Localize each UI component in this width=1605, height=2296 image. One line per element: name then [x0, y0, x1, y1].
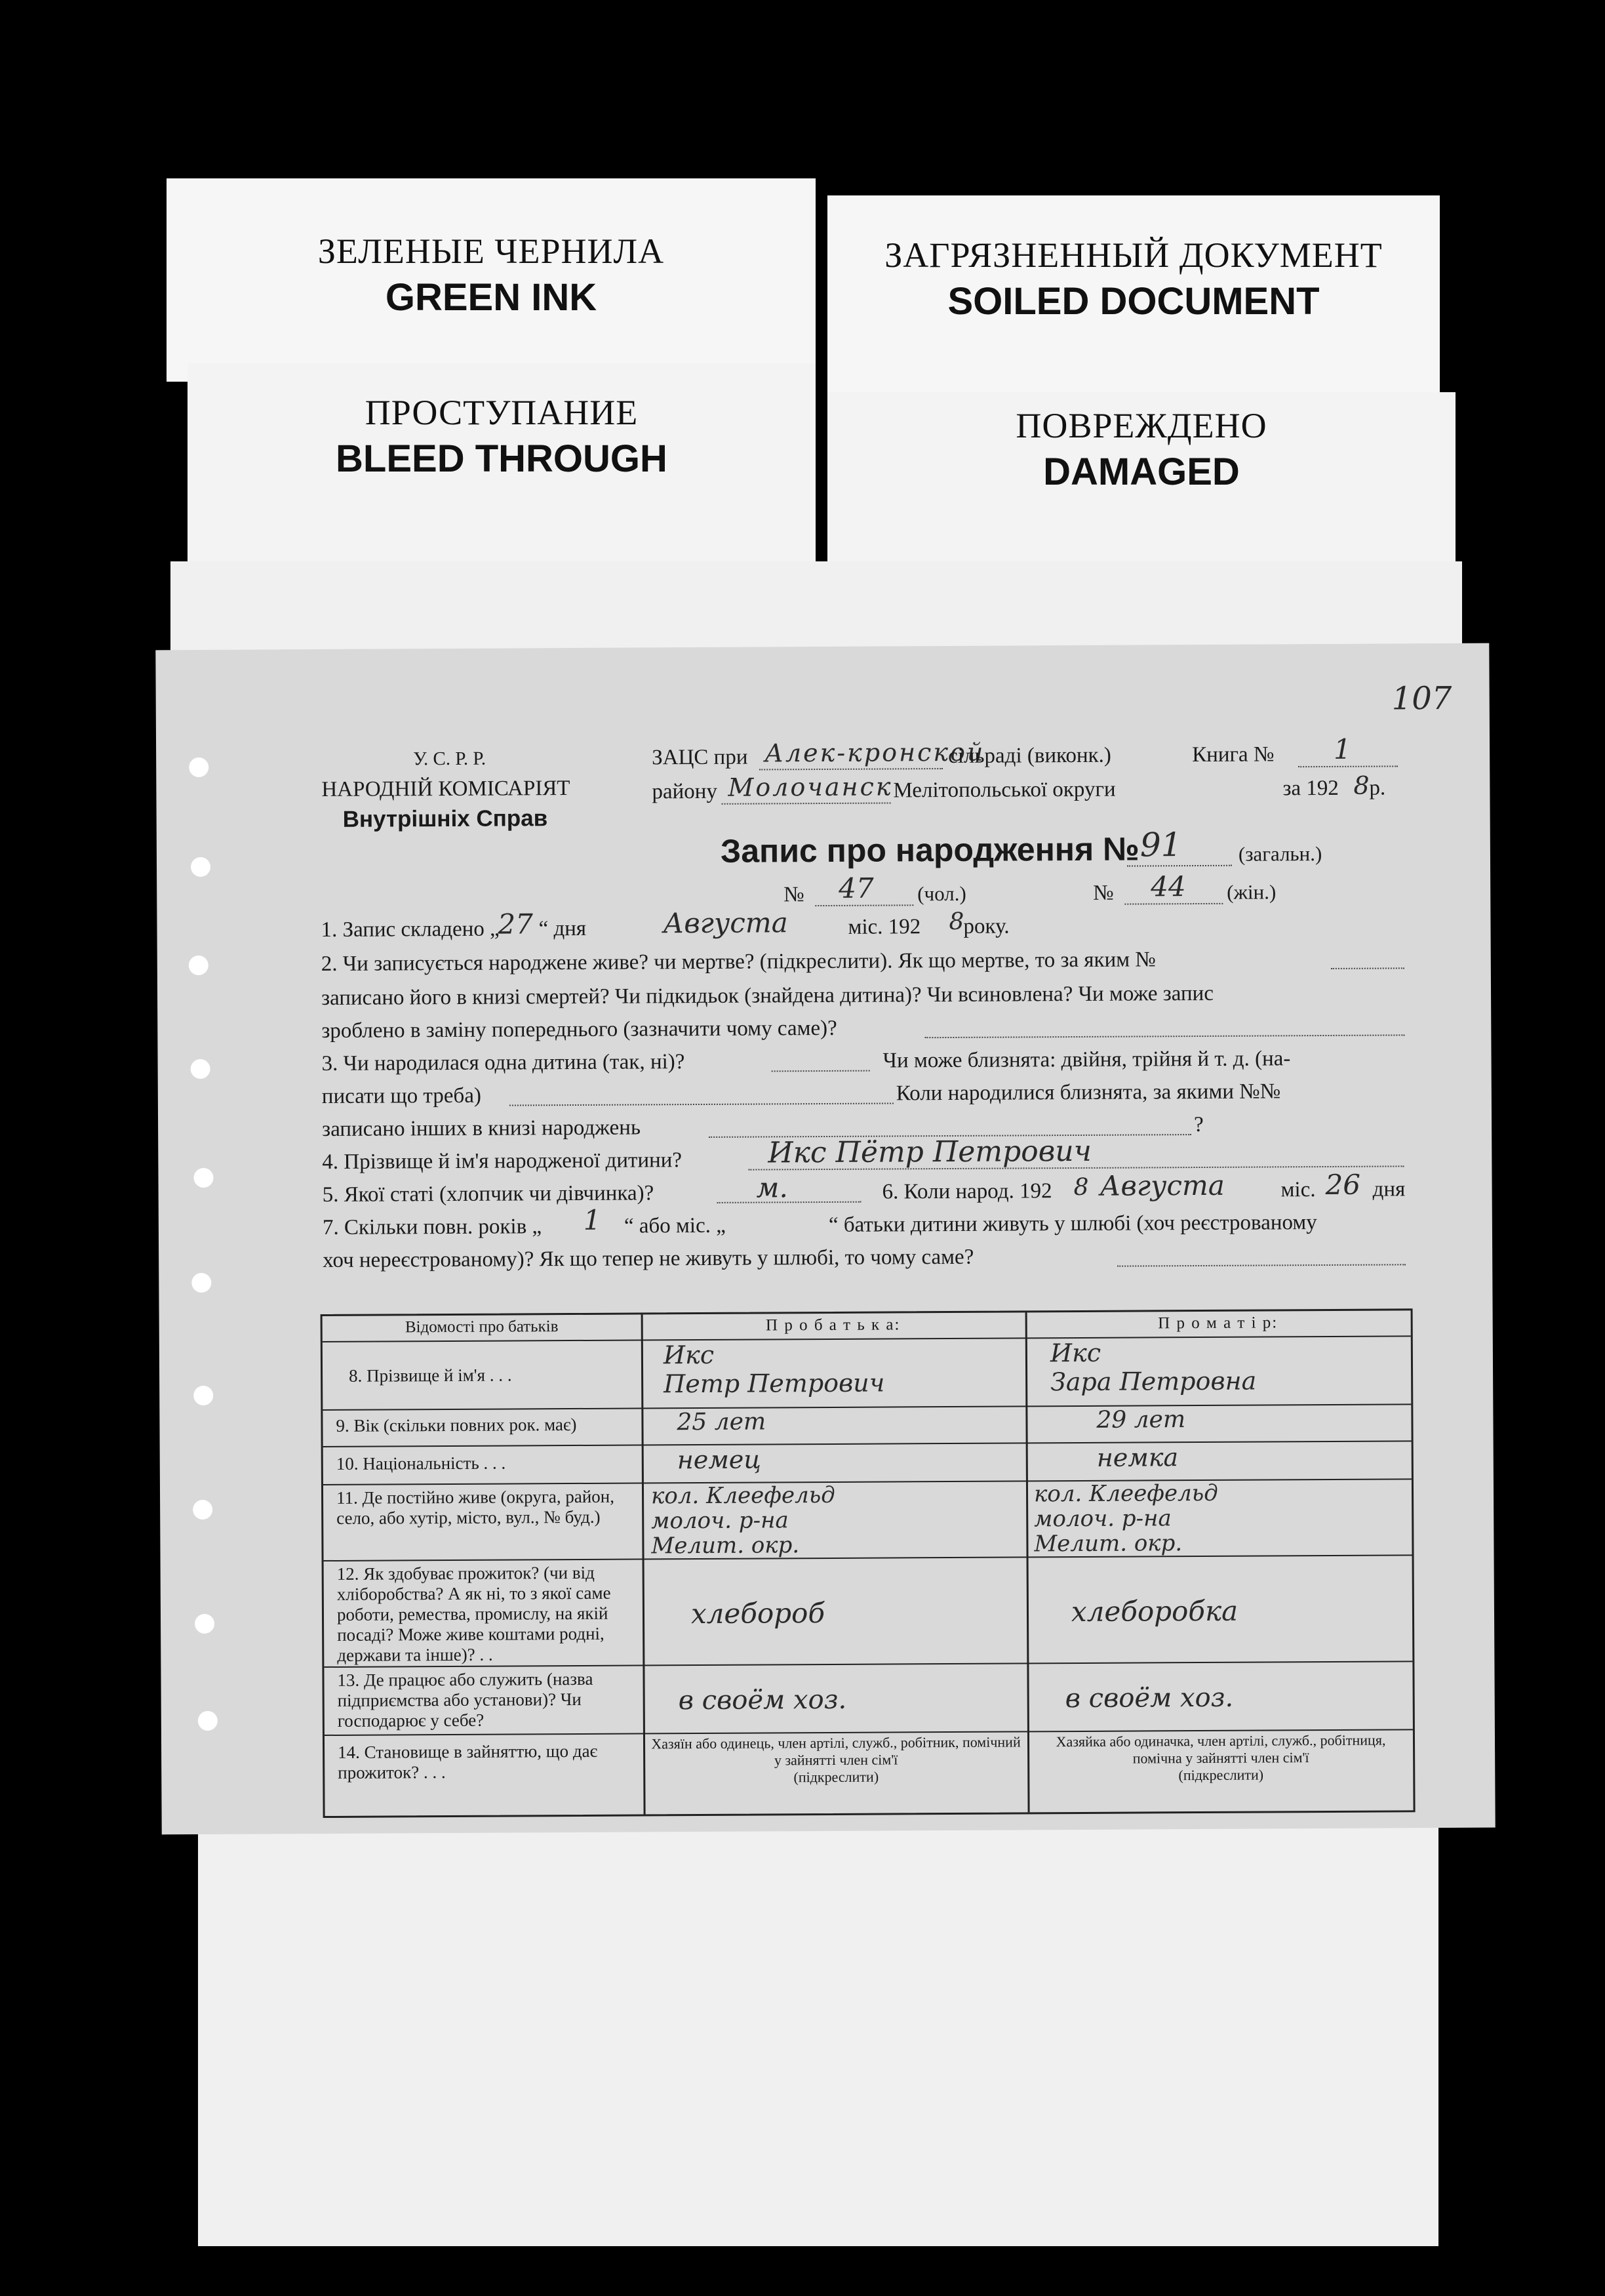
punch-hole	[193, 1168, 213, 1188]
ussr-label: У. С. Р. Р.	[413, 748, 486, 770]
row-label-name: 8. Прізвище й ім'я . . .	[349, 1365, 512, 1386]
line-7: записано інших в книзі народжень	[322, 1116, 641, 1142]
punch-hole	[195, 1614, 214, 1634]
female-number: 44	[1151, 870, 1186, 903]
year-digit: 8	[1353, 771, 1370, 800]
parents-table	[321, 1308, 1416, 1818]
district-value: Молочанск	[728, 772, 893, 802]
male-number-line	[815, 904, 913, 906]
warning-card-green-ink	[167, 178, 816, 382]
female-number-label: №	[1093, 881, 1114, 905]
line-7-question: ?	[1194, 1112, 1204, 1137]
table-row-divider	[323, 1478, 1412, 1485]
table-header-mother: П р о м а т і р:	[1158, 1314, 1278, 1333]
table-header-father: П р о б а т ь к а:	[765, 1316, 901, 1335]
father-workplace: в своём хоз.	[678, 1684, 847, 1716]
years-married: 1	[583, 1203, 601, 1236]
punch-hole	[191, 857, 210, 877]
line-1-part-b: “ дня	[538, 916, 587, 941]
female-number-line	[1124, 903, 1223, 905]
warning-ru: ЗЕЛЕНЫЕ ЧЕРНИЛА	[317, 232, 665, 271]
zags-place-line	[759, 768, 943, 770]
district-label: району	[652, 779, 717, 804]
warning-ru: ЗАГРЯЗНЕННЫЙ ДОКУМЕНТ	[884, 235, 1383, 275]
table-row-divider	[323, 1440, 1412, 1447]
year-suffix: р.	[1369, 776, 1386, 800]
district-line	[722, 802, 891, 804]
record-day: 27	[498, 908, 534, 940]
child-name: Икс Пётр Петрович	[768, 1134, 1092, 1170]
line-9-part-c: міс.	[1280, 1178, 1316, 1202]
punch-hole	[189, 757, 208, 777]
row-label-workplace: 13. Де працює або служить (назва підприємства або установи)? Чи господарює у себе?	[337, 1668, 593, 1731]
replacement-line	[924, 1034, 1404, 1038]
line-5-part-a: 3. Чи народилася одна дитина (так, ні)?	[321, 1050, 685, 1076]
line-5-part-b: Чи може близнята: двійня, трійня й т. д. (на-	[882, 1047, 1291, 1073]
line-9-part-a: 5. Якої статі (хлопчик чи дівчинка)?	[322, 1181, 654, 1207]
punch-hole	[193, 1386, 213, 1405]
line-10-part-c: “ батьки дитини живуть у шлюбі (хоч реєстрованому	[828, 1211, 1317, 1237]
table-header-info: Відомості про батьків	[405, 1318, 559, 1337]
warning-ru: ПОВРЕЖДЕНО	[1016, 406, 1267, 445]
line-1-part-a: 1. Запис складено „	[321, 917, 500, 942]
row-label-livelihood: 12. Як здобуває прожиток? (чи від хліборобства? А як ні, то з якої саме роботи, ремества, промислу, на якій посаді? Може живе коштами родні, держави та інше)? . .	[336, 1562, 611, 1665]
record-general-label: (загальн.)	[1238, 842, 1322, 866]
line-9-part-b: 6. Коли народ. 192	[882, 1179, 1052, 1204]
book-label: Книга №	[1192, 742, 1275, 767]
father-livelihood: хлебороб	[690, 1597, 825, 1630]
mother-name: Икс Зара Петровна	[1050, 1338, 1257, 1397]
punch-hole	[198, 1711, 218, 1731]
book-number-line	[1298, 765, 1398, 767]
row-label-nationality: 10. Національність . . .	[336, 1453, 506, 1474]
father-nationality: немец	[677, 1445, 761, 1475]
year-label: за 192	[1282, 776, 1339, 801]
divorce-reason-line	[1117, 1264, 1406, 1266]
row-label-residence: 11. Де постійно живе (округа, район, село, або хутір, місто, вул., № буд.)	[336, 1486, 615, 1528]
line-4: зроблено в заміну попереднього (зазначити чому саме)?	[321, 1016, 837, 1043]
warning-card-bleed	[188, 363, 816, 580]
father-occupation-status: Хазяїн або одинець, член артілі, служб., робітник, помічний у зайнятті член сім'ї (підкреслити)	[651, 1733, 1021, 1786]
punch-hole	[191, 1273, 211, 1293]
okrug-label: Мелітопольської округи	[893, 777, 1116, 803]
warning-card-soiled	[827, 195, 1440, 400]
table-row-divider	[324, 1554, 1412, 1561]
internal-affairs-label: Внутрішніх Справ	[342, 805, 548, 832]
line-6-part-a: писати що треба)	[321, 1083, 482, 1109]
mother-workplace: в своём хоз.	[1065, 1682, 1234, 1714]
line-3: записано його в книзі смертей? Чи підкидьок (знайдена дитина)? Чи всиновлена? Чи може запис	[321, 981, 1214, 1011]
birth-month: Августа	[1100, 1169, 1225, 1202]
line-8: 4. Прізвище й ім'я народженої дитини?	[322, 1148, 683, 1175]
table-col-divider	[641, 1314, 646, 1814]
line-10-part-b: “ або міс. „	[624, 1213, 726, 1238]
zags-suffix: сільраді (виконк.)	[948, 743, 1111, 769]
record-title: Запис про народження №	[720, 830, 1139, 870]
punch-hole	[191, 1059, 210, 1079]
table-row-divider	[323, 1403, 1411, 1411]
warning-card-damaged	[827, 392, 1456, 582]
mother-nationality: немка	[1096, 1443, 1179, 1472]
warning-ru: ПРОСТУПАНИЕ	[365, 393, 639, 432]
line-9-part-d: дня	[1372, 1177, 1406, 1201]
father-name: Икс Петр Петрович	[663, 1340, 885, 1399]
line-6-part-b: Коли народилися близнята, за якими №№	[896, 1079, 1281, 1106]
mother-livelihood: хлеборобка	[1071, 1594, 1238, 1628]
punch-hole	[189, 956, 208, 975]
row-label-age: 9. Вік (скільки повних рок. має)	[336, 1414, 577, 1436]
zags-place: Алек-кронской	[764, 737, 985, 768]
warning-en: DAMAGED	[1043, 451, 1240, 493]
child-sex: м.	[756, 1171, 788, 1204]
male-number: 47	[839, 872, 874, 904]
male-number-label: №	[783, 883, 804, 907]
zags-prefix: ЗАЦС при	[652, 745, 748, 770]
table-col-divider	[1025, 1312, 1030, 1812]
twins-line	[509, 1102, 894, 1106]
row-label-occupation-status: 14. Становище в зайняттю, що дає прожиток? . . .	[338, 1741, 598, 1782]
punch-hole	[193, 1500, 212, 1520]
record-month: Августа	[663, 906, 788, 940]
child-sex-line	[717, 1201, 862, 1203]
record-number-line	[1127, 865, 1232, 867]
death-record-line	[1331, 967, 1404, 969]
page-number: 107	[1391, 679, 1452, 717]
line-11: хоч нереєстрованому)? Як що тепер не живуть у шлюбі, то чому саме?	[323, 1245, 974, 1273]
warning-en: BLEED THROUGH	[336, 437, 667, 480]
blank-sheet-bottom	[198, 1817, 1438, 2246]
line-1-part-c: міс. 192	[848, 915, 921, 939]
warning-en: GREEN INK	[385, 276, 597, 319]
record-year-digit: 8	[949, 908, 964, 936]
line-2: 2. Чи записується народжене живе? чи мертве? (підкреслити). Як що мертве, то за яким №	[321, 948, 1156, 977]
birth-year-digit: 8	[1073, 1173, 1089, 1201]
birth-day: 26	[1325, 1168, 1361, 1201]
line-10-part-a: 7. Скільки повн. років „	[322, 1215, 542, 1240]
single-child-line	[772, 1070, 870, 1072]
record-number: 91	[1139, 826, 1182, 864]
line-1-part-d: року.	[963, 914, 1010, 938]
mother-occupation-status: Хазяйка або одиначка, член артілі, служб., робітниця, помічна у зайнятті член сім'ї (підкреслити)	[1056, 1731, 1386, 1784]
commissariat-label: НАРОДНІЙ КОМІСАРІЯТ	[321, 776, 570, 802]
father-age: 25 лет	[677, 1408, 766, 1436]
birth-record-sheet	[155, 643, 1495, 1835]
father-residence: кол. Клеефельд молоч. р-на Мелит. окр.	[650, 1481, 835, 1560]
male-number-suffix: (чол.)	[917, 881, 966, 906]
warning-en: SOILED DOCUMENT	[947, 280, 1320, 323]
female-number-suffix: (жін.)	[1227, 880, 1277, 904]
mother-residence: кол. Клеефельд молоч. р-на Мелит. окр.	[1033, 1480, 1218, 1558]
book-number: 1	[1333, 733, 1351, 765]
mother-age: 29 лет	[1096, 1406, 1186, 1434]
